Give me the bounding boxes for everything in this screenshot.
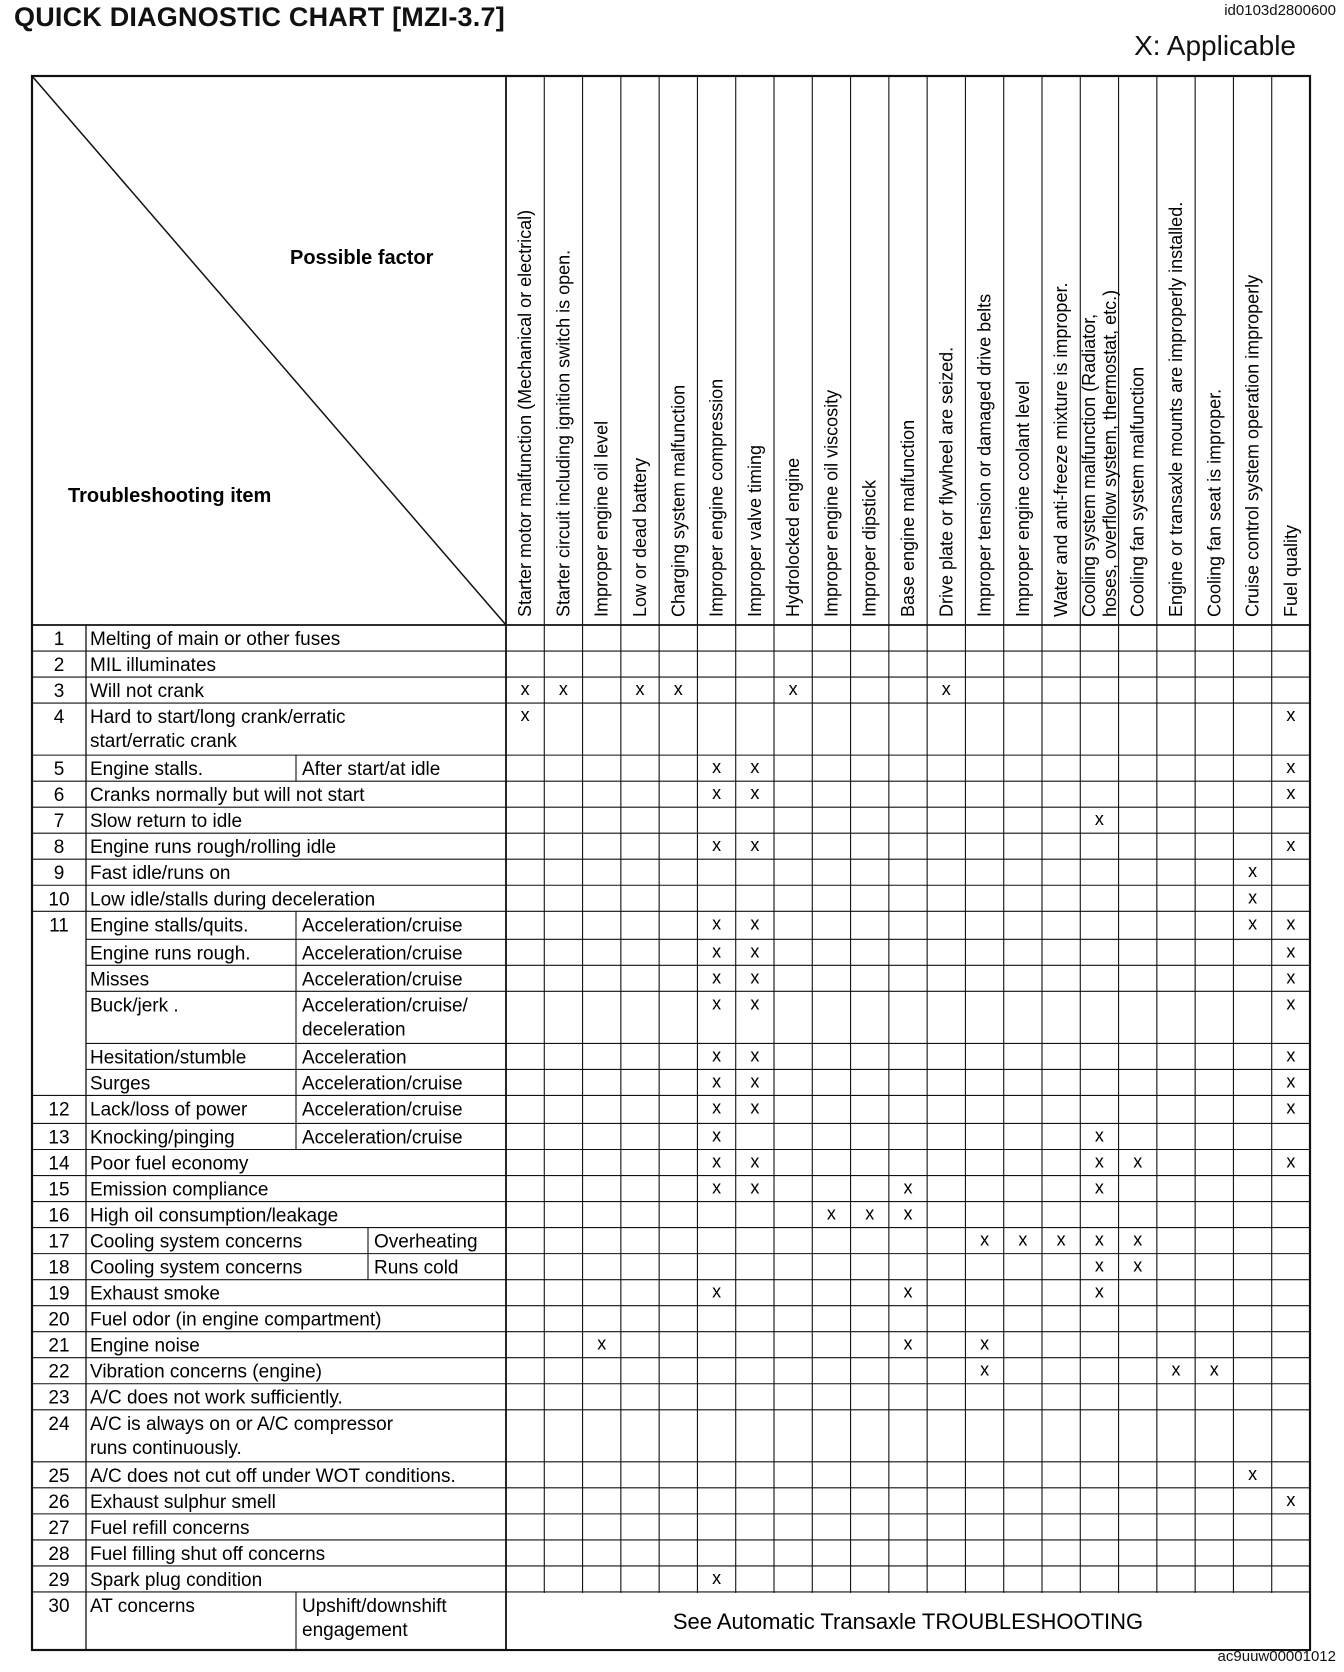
applicable-mark: x [750, 835, 760, 856]
row-number: 20 [48, 1309, 70, 1331]
row-number: 17 [48, 1231, 70, 1253]
applicable-mark: x [1286, 757, 1296, 778]
troubleshooting-item: runs continuously. [90, 1437, 242, 1459]
applicable-mark: x [1094, 1255, 1104, 1276]
troubleshooting-item: Knocking/pinging [90, 1127, 235, 1149]
troubleshooting-item: Vibration concerns (engine) [90, 1361, 323, 1383]
troubleshooting-item: Cooling system concerns [90, 1257, 303, 1279]
applicable-mark: x [980, 1333, 990, 1354]
row-number: 11 [49, 915, 69, 937]
condition-label: Acceleration/cruise [302, 943, 463, 965]
applicable-mark: x [520, 679, 530, 700]
applicable-mark: x [712, 1281, 722, 1302]
applicable-mark: x [1286, 1151, 1296, 1172]
factor-header: Improper engine compression [706, 378, 727, 617]
applicable-mark: x [1286, 1489, 1296, 1510]
troubleshooting-item: Misses [90, 969, 150, 991]
applicable-mark: x [750, 757, 760, 778]
troubleshooting-item: Hesitation/stumble [90, 1047, 247, 1069]
row-number: 14 [48, 1153, 70, 1175]
applicable-mark: x [1248, 861, 1258, 882]
condition-label: Acceleration/cruise [302, 915, 463, 937]
troubleshooting-item: Fuel refill concerns [90, 1517, 250, 1539]
troubleshooting-item: A/C does not work sufficiently. [90, 1387, 343, 1409]
troubleshooting-item: Cooling system concerns [90, 1231, 303, 1253]
applicable-mark: x [1286, 913, 1296, 934]
factor-header: Fuel quality [1280, 524, 1301, 617]
row-number: 26 [48, 1491, 70, 1513]
factor-header: Improper tension or damaged drive belts [974, 293, 995, 617]
condition-label: After start/at idle [302, 759, 441, 781]
applicable-mark: x [750, 1071, 760, 1092]
applicable-mark: x [1018, 1229, 1028, 1250]
applicable-mark: x [1286, 1097, 1296, 1118]
condition-label: engagement [302, 1619, 408, 1641]
factor-header: Engine or transaxle mounts are improperly installed. [1166, 201, 1186, 617]
applicable-mark: x [750, 941, 760, 962]
troubleshooting-item: High oil consumption/leakage [90, 1205, 339, 1227]
factor-header: Improper valve timing [744, 444, 765, 617]
condition-label: Upshift/downshift [302, 1595, 447, 1617]
condition-label: Acceleration/cruise [302, 1127, 463, 1149]
row-number: 29 [48, 1569, 70, 1591]
applicable-mark: x [903, 1177, 913, 1198]
applicable-mark: x [980, 1359, 990, 1380]
corner-diagonal [32, 76, 506, 625]
troubleshooting-item: Engine runs rough/rolling idle [90, 837, 337, 859]
applicable-mark: x [1056, 1229, 1066, 1250]
row-number: 23 [48, 1387, 70, 1409]
applicable-mark: x [903, 1281, 913, 1302]
applicable-mark: x [712, 835, 722, 856]
row-number: 3 [53, 681, 65, 703]
applicable-mark: x [1094, 1151, 1104, 1172]
troubleshooting-item: Fuel filling shut off concerns [90, 1543, 326, 1565]
factor-header: Cooling fan system malfunction [1127, 366, 1148, 617]
applicable-mark: x [1248, 887, 1258, 908]
row-number: 6 [53, 785, 65, 807]
factor-header: Water and anti-freeze mixture is improper. [1051, 282, 1072, 617]
troubleshooting-item: Will not crank [90, 681, 205, 703]
factor-header: Improper dipstick [859, 479, 880, 617]
applicable-legend: X: Applicable [1134, 30, 1296, 61]
page-title: QUICK DIAGNOSTIC CHART [MZI-3.7] [14, 2, 505, 32]
applicable-mark: x [980, 1229, 990, 1250]
applicable-mark: x [520, 705, 530, 726]
applicable-mark: x [750, 1151, 760, 1172]
row-number: 25 [48, 1465, 70, 1487]
applicable-mark: x [712, 913, 722, 934]
see-transaxle-note: See Automatic Transaxle TROUBLESHOOTING [672, 1608, 1144, 1634]
applicable-mark: x [712, 1097, 722, 1118]
troubleshooting-item: A/C is always on or A/C compressor [90, 1413, 394, 1435]
applicable-mark: x [750, 993, 760, 1014]
condition-label: Runs cold [374, 1257, 459, 1279]
row-number: 4 [53, 707, 65, 729]
factor-header: Improper engine oil viscosity [821, 389, 842, 617]
row-number: 13 [48, 1127, 70, 1149]
troubleshooting-item: Slow return to idle [90, 811, 243, 833]
troubleshooting-item: MIL illuminates [90, 655, 217, 677]
troubleshooting-item: Poor fuel economy [90, 1153, 249, 1175]
troubleshooting-item: Exhaust sulphur smell [90, 1491, 276, 1513]
applicable-mark: x [1286, 993, 1296, 1014]
applicable-mark: x [788, 679, 798, 700]
factor-header: Cruise control system operation improperly [1242, 274, 1263, 617]
applicable-mark: x [1248, 913, 1258, 934]
applicable-mark: x [750, 1045, 760, 1066]
row-number: 24 [48, 1413, 70, 1435]
row-number: 22 [48, 1361, 70, 1383]
row-number: 18 [48, 1257, 70, 1279]
troubleshooting-item: Buck/jerk . [90, 995, 179, 1017]
troubleshooting-item: Fast idle/runs on [90, 863, 231, 885]
row-number: 19 [48, 1283, 70, 1305]
applicable-mark: x [1133, 1229, 1143, 1250]
troubleshooting-item: Cranks normally but will not start [90, 785, 365, 807]
row-number: 9 [53, 863, 65, 885]
applicable-mark: x [712, 967, 722, 988]
condition-label: deceleration [302, 1019, 406, 1041]
troubleshooting-item: Exhaust smoke [90, 1283, 220, 1305]
row-number: 30 [48, 1595, 70, 1617]
row-number: 8 [53, 837, 65, 859]
applicable-mark: x [712, 993, 722, 1014]
applicable-mark: x [712, 1151, 722, 1172]
factor-header: Low or dead battery [630, 457, 650, 617]
troubleshooting-item: Engine stalls. [90, 759, 204, 781]
applicable-mark: x [1286, 783, 1296, 804]
troubleshooting-item: Hard to start/long crank/erratic [90, 707, 346, 729]
factor-header: Base engine malfunction [898, 419, 918, 617]
row-number: 10 [48, 889, 70, 911]
applicable-mark: x [750, 783, 760, 804]
applicable-mark: x [1286, 705, 1296, 726]
troubleshooting-item: Melting of main or other fuses [90, 629, 341, 650]
applicable-mark: x [712, 757, 722, 778]
applicable-mark: x [1286, 967, 1296, 988]
condition-label: Acceleration [302, 1047, 407, 1069]
applicable-mark: x [1094, 1177, 1104, 1198]
row-number: 28 [48, 1543, 70, 1565]
applicable-mark: x [712, 1567, 722, 1588]
applicable-mark: x [941, 679, 951, 700]
applicable-mark: x [712, 1045, 722, 1066]
factor-header: Hydrolocked engine [783, 457, 804, 617]
document-id: id0103d2800600 [1224, 2, 1336, 19]
applicable-mark: x [635, 679, 645, 700]
condition-label: Acceleration/cruise [302, 1073, 463, 1095]
condition-label: Acceleration/cruise/ [302, 995, 468, 1017]
applicable-mark: x [1133, 1255, 1143, 1276]
applicable-mark: x [1248, 1463, 1258, 1484]
troubleshooting-item: Emission compliance [90, 1179, 269, 1201]
troubleshooting-item: Engine noise [90, 1335, 200, 1357]
applicable-mark: x [826, 1203, 836, 1224]
applicable-mark: x [903, 1333, 913, 1354]
applicable-mark: x [903, 1203, 913, 1224]
troubleshooting-item: AT concerns [90, 1595, 195, 1617]
row-number: 15 [48, 1179, 70, 1201]
factor-header: Improper engine coolant level [1012, 380, 1033, 617]
applicable-mark: x [1209, 1359, 1219, 1380]
applicable-mark: x [597, 1333, 607, 1354]
row-number: 5 [53, 759, 65, 781]
condition-label: Overheating [374, 1231, 478, 1253]
applicable-mark: x [558, 679, 568, 700]
figure-id: ac9uuw00001012 [1217, 1648, 1336, 1665]
row-number: 7 [53, 811, 65, 833]
troubleshooting-item: Engine runs rough. [90, 943, 251, 965]
possible-factor-label: Possible factor [290, 247, 434, 269]
row-number: 16 [48, 1205, 70, 1227]
factor-header: Starter motor malfunction (Mechanical or electrical) [515, 209, 536, 617]
applicable-mark: x [1286, 941, 1296, 962]
row-number: 2 [53, 655, 65, 677]
troubleshooting-item: A/C does not cut off under WOT conditions. [90, 1465, 456, 1487]
factor-header: Drive plate or flywheel are seized. [936, 346, 957, 617]
applicable-mark: x [1286, 835, 1296, 856]
troubleshooting-item: Surges [90, 1073, 151, 1095]
troubleshooting-item: Low idle/stalls during deceleration [90, 889, 376, 911]
applicable-mark: x [712, 1177, 722, 1198]
applicable-mark: x [750, 1177, 760, 1198]
row-number: 27 [48, 1517, 70, 1539]
factor-header: hoses, overflow system, thermostat, etc.) [1099, 289, 1120, 617]
applicable-mark: x [673, 679, 683, 700]
factor-header: Cooling system malfunction (Radiator, [1078, 313, 1099, 617]
applicable-mark: x [712, 783, 722, 804]
applicable-mark: x [750, 967, 760, 988]
applicable-mark: x [712, 1071, 722, 1092]
applicable-mark: x [1133, 1151, 1143, 1172]
applicable-mark: x [1171, 1359, 1181, 1380]
troubleshooting-item: Spark plug condition [90, 1569, 263, 1591]
applicable-mark: x [865, 1203, 875, 1224]
applicable-mark: x [712, 1125, 722, 1146]
applicable-mark: x [1094, 1281, 1104, 1302]
condition-label: Acceleration/cruise [302, 1099, 463, 1121]
row-number: 21 [48, 1335, 70, 1357]
troubleshooting-item-label: Troubleshooting item [68, 485, 272, 507]
applicable-mark: x [750, 913, 760, 934]
applicable-mark: x [1094, 809, 1104, 830]
factor-header: Starter circuit including ignition switch is open. [553, 249, 574, 617]
troubleshooting-item: Fuel odor (in engine compartment) [90, 1309, 382, 1331]
troubleshooting-item: Engine stalls/quits. [90, 915, 249, 937]
row-number: 12 [48, 1099, 70, 1121]
applicable-mark: x [1094, 1125, 1104, 1146]
applicable-mark: x [1094, 1229, 1104, 1250]
applicable-mark: x [712, 941, 722, 962]
factor-header: Cooling fan seat is improper. [1204, 388, 1225, 617]
condition-label: Acceleration/cruise [302, 969, 463, 991]
troubleshooting-item: Lack/loss of power [90, 1099, 248, 1121]
applicable-mark: x [1286, 1045, 1296, 1066]
applicable-mark: x [750, 1097, 760, 1118]
troubleshooting-item: start/erratic crank [90, 731, 237, 753]
applicable-mark: x [1286, 1071, 1296, 1092]
factor-header: Improper engine oil level [591, 420, 612, 617]
factor-header: Charging system malfunction [668, 384, 689, 617]
row-number: 1 [53, 629, 65, 650]
